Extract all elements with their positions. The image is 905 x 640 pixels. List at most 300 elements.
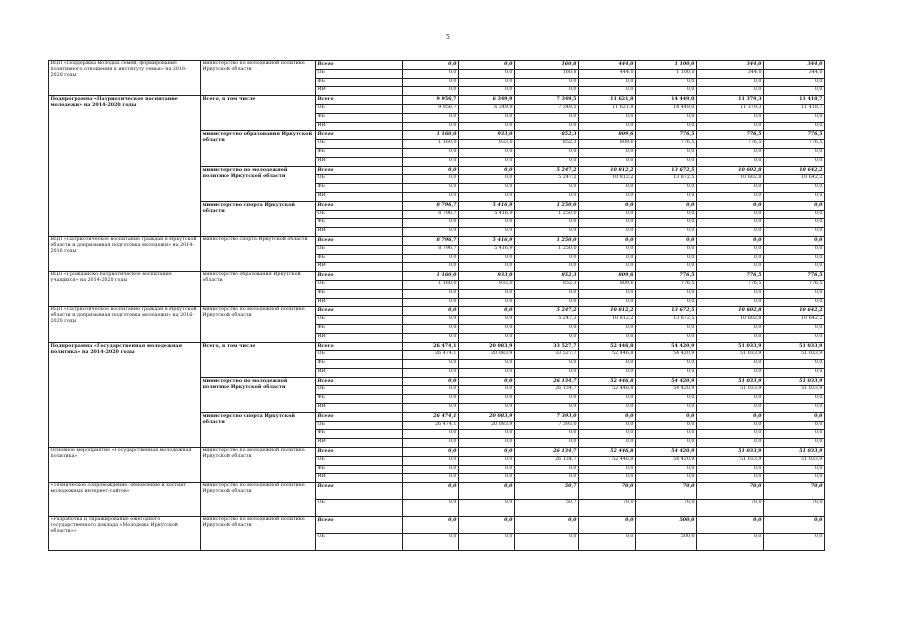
amount-cell: 51 033,9 <box>764 342 825 351</box>
amount-cell: 0,0 <box>636 219 697 228</box>
funding-source-cell: ОБ <box>316 500 403 517</box>
amount-cell: 0,0 <box>515 465 579 474</box>
amount-cell: 1 100,0 <box>636 69 697 78</box>
funding-source-cell: Всего <box>316 201 403 210</box>
amount-cell: 52 446,8 <box>579 456 636 465</box>
amount-cell: 0,0 <box>697 368 764 377</box>
amount-cell: 0,0 <box>697 465 764 474</box>
funding-source-cell: ОБ <box>316 316 403 325</box>
table-row <box>49 483 825 500</box>
amount-cell: 5 416,9 <box>459 210 515 219</box>
funding-source-cell: ФБ <box>316 465 403 474</box>
amount-cell: 0,0 <box>764 113 825 122</box>
amount-cell: 0,0 <box>403 483 459 500</box>
amount-cell: 0,0 <box>459 404 515 413</box>
amount-cell: 0,0 <box>403 113 459 122</box>
amount-cell: 54 420,9 <box>636 386 697 395</box>
amount-cell: 0,0 <box>579 219 636 228</box>
amount-cell: 0,0 <box>764 324 825 333</box>
amount-cell: 51 033,9 <box>697 351 764 360</box>
amount-cell: 0,0 <box>579 333 636 342</box>
amount-cell: 0,0 <box>459 289 515 298</box>
funding-source-cell: Всего <box>316 131 403 140</box>
amount-cell: 933,0 <box>459 280 515 289</box>
amount-cell: 0,0 <box>515 219 579 228</box>
amount-cell: 20 083,9 <box>459 412 515 421</box>
amount-cell: 0,0 <box>764 333 825 342</box>
amount-cell: 52 446,8 <box>579 377 636 386</box>
amount-cell: 0,0 <box>764 245 825 254</box>
amount-cell: 0,0 <box>459 157 515 166</box>
amount-cell: 0,0 <box>403 298 459 307</box>
amount-cell: 11 418,7 <box>764 96 825 105</box>
amount-cell: 0,0 <box>697 298 764 307</box>
amount-cell: 0,0 <box>697 534 764 551</box>
amount-cell: 0,0 <box>697 245 764 254</box>
amount-cell: 70,0 <box>579 483 636 500</box>
funding-source-cell: Всего <box>316 307 403 316</box>
amount-cell: 51 033,9 <box>697 342 764 351</box>
amount-cell: 0,0 <box>764 87 825 96</box>
table-row <box>49 517 825 534</box>
funding-source-cell: ФБ <box>316 184 403 193</box>
amount-cell: 0,0 <box>579 474 636 483</box>
amount-cell: 0,0 <box>403 377 459 386</box>
funding-source-cell: ФБ <box>316 395 403 404</box>
amount-cell: 0,0 <box>579 236 636 245</box>
amount-cell: 0,0 <box>459 122 515 131</box>
funding-source-cell: ФБ <box>316 78 403 87</box>
amount-cell: 0,0 <box>636 87 697 96</box>
funding-source-cell: ИИ <box>316 439 403 448</box>
amount-cell: 11 621,8 <box>579 104 636 113</box>
amount-cell: 0,0 <box>636 263 697 272</box>
amount-cell: 0,0 <box>636 289 697 298</box>
amount-cell: 0,0 <box>459 316 515 325</box>
amount-cell: 0,0 <box>579 113 636 122</box>
amount-cell: 0,0 <box>459 534 515 551</box>
amount-cell: 0,0 <box>459 78 515 87</box>
amount-cell: 344,0 <box>764 61 825 70</box>
amount-cell: 0,0 <box>459 175 515 184</box>
amount-cell: 51 033,9 <box>764 456 825 465</box>
funding-source-cell: ИИ <box>316 87 403 96</box>
amount-cell: 0,0 <box>403 148 459 157</box>
amount-cell: 0,0 <box>579 412 636 421</box>
amount-cell: 444,0 <box>579 69 636 78</box>
amount-cell: 0,0 <box>697 148 764 157</box>
amount-cell: 0,0 <box>579 184 636 193</box>
amount-cell: 0,0 <box>764 228 825 237</box>
amount-cell: 0,0 <box>697 113 764 122</box>
amount-cell: 0,0 <box>579 122 636 131</box>
amount-cell: 0,0 <box>403 87 459 96</box>
amount-cell: 8 796,7 <box>403 210 459 219</box>
amount-cell: 0,0 <box>459 517 515 534</box>
amount-cell: 5 247,2 <box>515 166 579 175</box>
amount-cell: 51 033,9 <box>697 377 764 386</box>
budget-table <box>48 60 825 551</box>
amount-cell: 0,0 <box>579 201 636 210</box>
executor-cell: министерство по молодежной политике Иркутской области <box>201 517 316 551</box>
amount-cell: 933,0 <box>459 272 515 281</box>
amount-cell: 0,0 <box>515 113 579 122</box>
executor-cell: министерство по молодежной политике Иркутской области <box>201 61 316 96</box>
amount-cell: 0,0 <box>697 87 764 96</box>
amount-cell: 0,0 <box>459 219 515 228</box>
amount-cell: 852,3 <box>515 272 579 281</box>
amount-cell: 0,0 <box>459 439 515 448</box>
amount-cell: 0,0 <box>764 368 825 377</box>
amount-cell: 0,0 <box>403 500 459 517</box>
amount-cell: 0,0 <box>579 78 636 87</box>
amount-cell: 0,0 <box>459 298 515 307</box>
amount-cell: 26 134,7 <box>515 448 579 457</box>
amount-cell: 0,0 <box>579 263 636 272</box>
amount-cell: 0,0 <box>459 166 515 175</box>
program-name-cell: «Разработка и тиражирование ежегодного государственного доклада «Молодежь Иркутской области»» <box>49 517 201 551</box>
amount-cell: 0,0 <box>459 474 515 483</box>
amount-cell: 51 033,9 <box>764 351 825 360</box>
amount-cell: 0,0 <box>403 192 459 201</box>
amount-cell: 7 393,0 <box>515 421 579 430</box>
amount-cell: 0,0 <box>697 210 764 219</box>
amount-cell: 933,0 <box>459 131 515 140</box>
amount-cell: 0,0 <box>403 448 459 457</box>
amount-cell: 20 083,9 <box>459 421 515 430</box>
amount-cell: 809,6 <box>579 272 636 281</box>
amount-cell: 852,3 <box>515 140 579 149</box>
amount-cell: 70,0 <box>636 483 697 500</box>
funding-source-cell: ОБ <box>316 386 403 395</box>
amount-cell: 7 349,5 <box>515 96 579 105</box>
amount-cell: 33 527,7 <box>515 351 579 360</box>
funding-source-cell: ФБ <box>316 219 403 228</box>
amount-cell: 500,0 <box>636 517 697 534</box>
amount-cell: 0,0 <box>697 474 764 483</box>
funding-source-cell: ФБ <box>316 430 403 439</box>
amount-cell: 0,0 <box>579 298 636 307</box>
amount-cell: 0,0 <box>636 474 697 483</box>
amount-cell: 0,0 <box>764 210 825 219</box>
amount-cell: 51 033,9 <box>697 448 764 457</box>
table-row <box>49 307 825 316</box>
amount-cell: 933,0 <box>459 140 515 149</box>
funding-source-cell: Всего <box>316 517 403 534</box>
executor-cell: министерство спорта Иркутской области <box>201 236 316 271</box>
amount-cell: 0,0 <box>636 404 697 413</box>
amount-cell: 0,0 <box>636 236 697 245</box>
amount-cell: 5 247,2 <box>515 175 579 184</box>
amount-cell: 1 250,0 <box>515 201 579 210</box>
amount-cell: 0,0 <box>636 439 697 448</box>
amount-cell: 0,0 <box>636 113 697 122</box>
amount-cell: 0,0 <box>579 430 636 439</box>
amount-cell: 0,0 <box>579 439 636 448</box>
funding-source-cell: ИИ <box>316 228 403 237</box>
amount-cell: 0,0 <box>515 333 579 342</box>
amount-cell: 0,0 <box>515 157 579 166</box>
amount-cell: 0,0 <box>515 534 579 551</box>
amount-cell: 0,0 <box>697 404 764 413</box>
amount-cell: 0,0 <box>459 395 515 404</box>
amount-cell: 0,0 <box>515 87 579 96</box>
amount-cell: 0,0 <box>764 254 825 263</box>
program-name-cell: ВЦП «Патриотическое воспитание граждан в Иркутской области и допризывная подготовка молодежи» на 2016-2020 годы <box>49 307 201 342</box>
amount-cell: 0,0 <box>636 148 697 157</box>
amount-cell: 10 602,8 <box>697 316 764 325</box>
amount-cell: 0,0 <box>636 333 697 342</box>
amount-cell: 51 033,9 <box>764 377 825 386</box>
funding-source-cell: ФБ <box>316 360 403 369</box>
amount-cell: 776,5 <box>764 131 825 140</box>
amount-cell: 0,0 <box>764 122 825 131</box>
amount-cell: 11 621,8 <box>579 96 636 105</box>
executor-cell: министерство спорта Иркутской области <box>201 201 316 236</box>
amount-cell: 0,0 <box>764 157 825 166</box>
amount-cell: 0,0 <box>764 412 825 421</box>
amount-cell: 52 446,8 <box>579 351 636 360</box>
amount-cell: 0,0 <box>515 404 579 413</box>
program-name-cell: Подпрограмма «Патриотическое воспитание молодежи» на 2014-2020 годы <box>49 96 201 237</box>
amount-cell: 0,0 <box>636 157 697 166</box>
amount-cell: 0,0 <box>579 254 636 263</box>
amount-cell: 0,0 <box>764 184 825 193</box>
amount-cell: 0,0 <box>579 465 636 474</box>
amount-cell: 0,0 <box>515 228 579 237</box>
funding-source-cell: Всего <box>316 166 403 175</box>
amount-cell: 0,0 <box>515 289 579 298</box>
amount-cell: 0,0 <box>579 210 636 219</box>
amount-cell: 11 418,7 <box>764 104 825 113</box>
amount-cell: 0,0 <box>764 263 825 272</box>
amount-cell: 13 672,5 <box>636 307 697 316</box>
funding-source-cell: Всего <box>316 61 403 70</box>
amount-cell: 0,0 <box>459 87 515 96</box>
amount-cell: 0,0 <box>515 430 579 439</box>
funding-source-cell: Всего <box>316 236 403 245</box>
funding-source-cell: ФБ <box>316 324 403 333</box>
amount-cell: 26 474,1 <box>403 342 459 351</box>
amount-cell: 0,0 <box>636 192 697 201</box>
funding-source-cell: Всего <box>316 342 403 351</box>
amount-cell: 26 474,1 <box>403 351 459 360</box>
amount-cell: 0,0 <box>697 192 764 201</box>
amount-cell: 70,0 <box>636 500 697 517</box>
amount-cell: 0,0 <box>515 192 579 201</box>
amount-cell: 0,0 <box>579 87 636 96</box>
amount-cell: 0,0 <box>459 456 515 465</box>
amount-cell: 8 796,7 <box>403 245 459 254</box>
amount-cell: 0,0 <box>764 404 825 413</box>
amount-cell: 0,0 <box>459 368 515 377</box>
amount-cell: 0,0 <box>697 228 764 237</box>
table-row <box>49 61 825 70</box>
amount-cell: 0,0 <box>515 263 579 272</box>
amount-cell: 776,5 <box>764 280 825 289</box>
amount-cell: 51 033,9 <box>697 456 764 465</box>
amount-cell: 0,0 <box>579 245 636 254</box>
amount-cell: 6 349,9 <box>459 96 515 105</box>
amount-cell: 0,0 <box>459 307 515 316</box>
amount-cell: 0,0 <box>697 236 764 245</box>
amount-cell: 0,0 <box>403 404 459 413</box>
amount-cell: 0,0 <box>579 148 636 157</box>
amount-cell: 13 672,5 <box>636 166 697 175</box>
amount-cell: 0,0 <box>459 324 515 333</box>
amount-cell: 0,0 <box>515 517 579 534</box>
amount-cell: 0,0 <box>636 201 697 210</box>
funding-source-cell: Всего <box>316 412 403 421</box>
amount-cell: 0,0 <box>515 474 579 483</box>
amount-cell: 0,0 <box>636 228 697 237</box>
amount-cell: 0,0 <box>403 175 459 184</box>
amount-cell: 0,0 <box>515 439 579 448</box>
amount-cell: 776,5 <box>764 140 825 149</box>
funding-source-cell: Всего <box>316 483 403 500</box>
amount-cell: 8 796,7 <box>403 201 459 210</box>
amount-cell: 809,6 <box>579 131 636 140</box>
executor-cell: министерство по молодежной политике Иркутской области <box>201 307 316 342</box>
amount-cell: 26 474,1 <box>403 421 459 430</box>
amount-cell: 5 416,9 <box>459 236 515 245</box>
funding-source-cell: ИИ <box>316 333 403 342</box>
amount-cell: 0,0 <box>459 377 515 386</box>
amount-cell: 26 474,1 <box>403 412 459 421</box>
amount-cell: 0,0 <box>515 368 579 377</box>
amount-cell: 0,0 <box>403 456 459 465</box>
amount-cell: 0,0 <box>459 148 515 157</box>
amount-cell: 0,0 <box>579 192 636 201</box>
amount-cell: 0,0 <box>764 201 825 210</box>
amount-cell: 8 796,7 <box>403 236 459 245</box>
amount-cell: 0,0 <box>403 395 459 404</box>
executor-cell: министерство по молодежной политике Иркутской области <box>201 483 316 517</box>
amount-cell: 13 672,5 <box>636 175 697 184</box>
amount-cell: 20 083,9 <box>459 342 515 351</box>
funding-source-cell: ИИ <box>316 122 403 131</box>
amount-cell: 9 956,7 <box>403 104 459 113</box>
amount-cell: 70,0 <box>764 483 825 500</box>
amount-cell: 0,0 <box>403 69 459 78</box>
amount-cell: 0,0 <box>579 395 636 404</box>
amount-cell: 0,0 <box>579 534 636 551</box>
executor-cell: министерство по молодежной политике Иркутской области <box>201 166 316 201</box>
amount-cell: 0,0 <box>636 324 697 333</box>
amount-cell: 54 420,9 <box>636 377 697 386</box>
funding-source-cell: ОБ <box>316 456 403 465</box>
table-row <box>49 236 825 245</box>
amount-cell: 0,0 <box>459 430 515 439</box>
amount-cell: 0,0 <box>459 61 515 70</box>
amount-cell: 0,0 <box>403 166 459 175</box>
amount-cell: 0,0 <box>459 465 515 474</box>
amount-cell: 26 134,7 <box>515 386 579 395</box>
program-name-cell: ВЦП «Патриотическое воспитание граждан в Иркутской области и допризывная подготовка молодежи» на 2014-2016 годы <box>49 236 201 271</box>
amount-cell: 70,0 <box>697 500 764 517</box>
amount-cell: 0,0 <box>515 360 579 369</box>
executor-cell: министерство по молодежной политике Иркутской области <box>201 377 316 412</box>
amount-cell: 0,0 <box>515 395 579 404</box>
funding-source-cell: ОБ <box>316 210 403 219</box>
amount-cell: 1 100,0 <box>636 61 697 70</box>
amount-cell: 54 420,9 <box>636 342 697 351</box>
amount-cell: 26 134,7 <box>515 377 579 386</box>
amount-cell: 0,0 <box>403 474 459 483</box>
amount-cell: 10 642,2 <box>764 316 825 325</box>
amount-cell: 0,0 <box>764 148 825 157</box>
amount-cell: 0,0 <box>515 184 579 193</box>
funding-source-cell: ОБ <box>316 421 403 430</box>
amount-cell: 26 134,7 <box>515 456 579 465</box>
executor-cell: министерство образования Иркутской области <box>201 131 316 166</box>
amount-cell: 0,0 <box>636 465 697 474</box>
funding-source-cell: ОБ <box>316 140 403 149</box>
program-name-cell: Подпрограмма «Государственная молодежная политика» на 2014-2020 годы <box>49 342 201 448</box>
amount-cell: 54 420,9 <box>636 351 697 360</box>
funding-source-cell: ОБ <box>316 69 403 78</box>
amount-cell: 444,0 <box>579 61 636 70</box>
amount-cell: 7 393,0 <box>515 412 579 421</box>
amount-cell: 0,0 <box>403 184 459 193</box>
amount-cell: 0,0 <box>403 78 459 87</box>
funding-source-cell: ИИ <box>316 157 403 166</box>
amount-cell: 10 642,2 <box>764 166 825 175</box>
amount-cell: 10 812,2 <box>579 316 636 325</box>
amount-cell: 10 642,2 <box>764 307 825 316</box>
amount-cell: 0,0 <box>459 483 515 500</box>
amount-cell: 776,5 <box>636 280 697 289</box>
amount-cell: 1 160,0 <box>403 131 459 140</box>
table-row <box>49 96 825 105</box>
funding-source-cell: ФБ <box>316 148 403 157</box>
amount-cell: 852,3 <box>515 280 579 289</box>
program-name-cell: ВЦП «Поддержка молодых семей, формирование позитивного отношения к институту семьи» на 2016-2020 годы <box>49 61 201 96</box>
amount-cell: 0,0 <box>764 360 825 369</box>
amount-cell: 0,0 <box>403 386 459 395</box>
amount-cell: 10 602,8 <box>697 307 764 316</box>
amount-cell: 0,0 <box>636 254 697 263</box>
amount-cell: 0,0 <box>579 289 636 298</box>
amount-cell: 0,0 <box>764 474 825 483</box>
amount-cell: 52 446,8 <box>579 448 636 457</box>
amount-cell: 0,0 <box>697 395 764 404</box>
amount-cell: 0,0 <box>636 122 697 131</box>
amount-cell: 0,0 <box>459 360 515 369</box>
funding-source-cell: ОБ <box>316 104 403 113</box>
amount-cell: 70,0 <box>764 500 825 517</box>
amount-cell: 0,0 <box>403 368 459 377</box>
amount-cell: 10 642,2 <box>764 175 825 184</box>
amount-cell: 0,0 <box>403 430 459 439</box>
amount-cell: 54 420,9 <box>636 448 697 457</box>
funding-source-cell: ИИ <box>316 192 403 201</box>
amount-cell: 0,0 <box>636 184 697 193</box>
amount-cell: 776,5 <box>697 280 764 289</box>
amount-cell: 0,0 <box>636 210 697 219</box>
amount-cell: 0,0 <box>403 157 459 166</box>
amount-cell: 0,0 <box>697 412 764 421</box>
amount-cell: 10 602,8 <box>697 175 764 184</box>
amount-cell: 0,0 <box>459 386 515 395</box>
amount-cell: 0,0 <box>579 517 636 534</box>
amount-cell: 0,0 <box>636 245 697 254</box>
executor-cell: министерство образования Иркутской области <box>201 272 316 307</box>
funding-source-cell: Всего <box>316 272 403 281</box>
amount-cell: 0,0 <box>459 263 515 272</box>
amount-cell: 0,0 <box>636 430 697 439</box>
amount-cell: 0,0 <box>697 439 764 448</box>
